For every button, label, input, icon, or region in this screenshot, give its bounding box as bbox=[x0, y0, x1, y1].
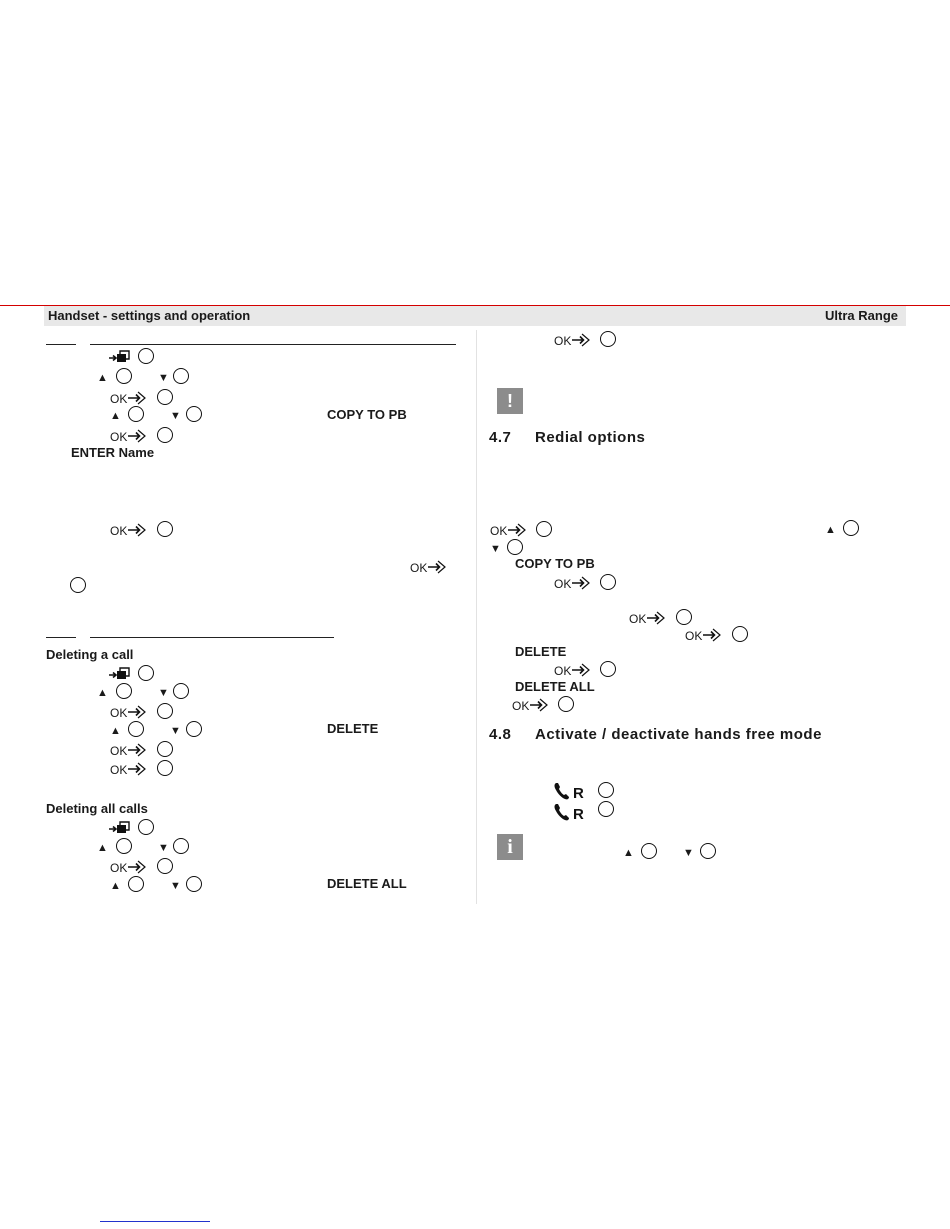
ok-key bbox=[110, 428, 147, 444]
ok-arrow-icon bbox=[127, 522, 147, 538]
ok-key bbox=[554, 662, 591, 678]
ok-key-label: OK bbox=[490, 524, 508, 538]
ok-key-label: OK bbox=[554, 334, 572, 348]
up-arrow: ▲ bbox=[623, 847, 634, 859]
ok-key bbox=[110, 761, 147, 777]
ok-key-label: OK bbox=[410, 561, 428, 575]
ok-key bbox=[554, 332, 591, 348]
section-4-7-heading bbox=[489, 429, 645, 446]
key-circle bbox=[128, 876, 144, 892]
phone-redial-icon bbox=[553, 802, 587, 822]
menu-key-icon bbox=[108, 821, 130, 835]
key-circle bbox=[128, 406, 144, 422]
up-arrow: ▲ bbox=[825, 524, 836, 536]
key-circle bbox=[116, 838, 132, 854]
menu-key-icon bbox=[108, 667, 130, 681]
column-divider bbox=[476, 330, 477, 904]
key-circle bbox=[70, 577, 86, 593]
ok-key-label: OK bbox=[685, 629, 703, 643]
key-circle bbox=[598, 801, 614, 817]
delete-label: DELETE bbox=[327, 721, 379, 736]
key-circle bbox=[157, 703, 173, 719]
ok-key bbox=[685, 627, 722, 643]
key-circle bbox=[600, 661, 616, 677]
key-circle bbox=[116, 683, 132, 699]
section-number: 4.7 bbox=[489, 429, 512, 446]
redial-key-label: R bbox=[573, 806, 584, 822]
key-circle bbox=[173, 683, 189, 699]
info-icon: i bbox=[497, 834, 523, 860]
phone-redial-icon bbox=[553, 781, 587, 801]
key-circle bbox=[507, 539, 523, 555]
down-arrow: ▼ bbox=[683, 847, 694, 859]
ok-key bbox=[110, 704, 147, 720]
header-product: Ultra Range bbox=[825, 308, 898, 323]
ok-arrow-icon bbox=[529, 697, 549, 713]
key-circle bbox=[138, 665, 154, 681]
key-circle bbox=[173, 368, 189, 384]
down-arrow: ▼ bbox=[490, 543, 501, 555]
down-arrow: ▼ bbox=[170, 725, 181, 737]
ok-key-label: OK bbox=[110, 524, 128, 538]
ok-arrow-icon bbox=[571, 662, 591, 678]
up-arrow: ▲ bbox=[97, 687, 108, 699]
key-circle bbox=[157, 427, 173, 443]
key-circle bbox=[157, 741, 173, 757]
redial-key-label: R bbox=[573, 785, 584, 801]
delete-all-label: DELETE ALL bbox=[327, 876, 407, 891]
ok-arrow-icon bbox=[507, 522, 527, 538]
copy-to-pb-label: COPY TO PB bbox=[515, 556, 595, 571]
enter-name-label: ENTER Name bbox=[71, 445, 155, 460]
ok-arrow-icon bbox=[571, 575, 591, 591]
ok-arrow-icon bbox=[646, 610, 666, 626]
key-circle bbox=[700, 843, 716, 859]
ok-key-label: OK bbox=[512, 699, 530, 713]
ok-key bbox=[490, 522, 527, 538]
key-circle bbox=[173, 838, 189, 854]
ok-key-label: OK bbox=[554, 664, 572, 678]
up-arrow: ▲ bbox=[97, 842, 108, 854]
ok-arrow-icon bbox=[127, 390, 147, 406]
ok-key-label: OK bbox=[110, 763, 128, 777]
deleting-all-calls-heading: Deleting all calls bbox=[46, 801, 148, 816]
key-circle bbox=[157, 389, 173, 405]
ok-arrow-icon bbox=[127, 742, 147, 758]
deleting-a-call-heading: Deleting a call bbox=[46, 647, 134, 662]
ok-key-label: OK bbox=[110, 430, 128, 444]
heading-rule-long bbox=[90, 637, 334, 638]
up-arrow: ▲ bbox=[110, 410, 121, 422]
page-header bbox=[44, 306, 906, 326]
section-title: Activate / deactivate hands free mode bbox=[535, 726, 822, 743]
ok-arrow-icon bbox=[702, 627, 722, 643]
ok-key-label: OK bbox=[629, 612, 647, 626]
key-circle bbox=[186, 721, 202, 737]
key-circle bbox=[128, 721, 144, 737]
key-circle bbox=[186, 876, 202, 892]
ok-key bbox=[110, 742, 147, 758]
ok-key bbox=[110, 859, 147, 875]
ok-key bbox=[410, 559, 447, 575]
down-arrow: ▼ bbox=[158, 372, 169, 384]
ok-key-label: OK bbox=[110, 392, 128, 406]
key-circle bbox=[116, 368, 132, 384]
up-arrow: ▲ bbox=[110, 725, 121, 737]
ok-arrow-icon bbox=[127, 704, 147, 720]
key-circle bbox=[600, 574, 616, 590]
key-circle bbox=[600, 331, 616, 347]
ok-arrow-icon bbox=[127, 761, 147, 777]
section-title: Redial options bbox=[535, 429, 646, 446]
key-circle bbox=[157, 858, 173, 874]
down-arrow: ▼ bbox=[158, 842, 169, 854]
down-arrow: ▼ bbox=[158, 687, 169, 699]
warning-icon: ! bbox=[497, 388, 523, 414]
delete-label: DELETE bbox=[515, 644, 567, 659]
key-circle bbox=[732, 626, 748, 642]
ok-key-label: OK bbox=[110, 744, 128, 758]
ok-key bbox=[554, 575, 591, 591]
key-circle bbox=[138, 348, 154, 364]
footer-link-line bbox=[100, 1221, 210, 1222]
menu-key-icon bbox=[108, 350, 130, 364]
key-circle bbox=[138, 819, 154, 835]
key-circle bbox=[157, 760, 173, 776]
key-circle bbox=[536, 521, 552, 537]
ok-key-label: OK bbox=[554, 577, 572, 591]
down-arrow: ▼ bbox=[170, 410, 181, 422]
up-arrow: ▲ bbox=[97, 372, 108, 384]
section-4-8-heading bbox=[489, 726, 822, 743]
heading-rule-short bbox=[46, 637, 76, 638]
ok-arrow-icon bbox=[127, 428, 147, 444]
ok-arrow-icon bbox=[571, 332, 591, 348]
delete-all-label: DELETE ALL bbox=[515, 679, 595, 694]
copy-to-pb-label: COPY TO PB bbox=[327, 407, 407, 422]
section-number: 4.8 bbox=[489, 726, 512, 743]
ok-key-label: OK bbox=[110, 706, 128, 720]
key-circle bbox=[843, 520, 859, 536]
ok-arrow-icon bbox=[127, 859, 147, 875]
ok-key bbox=[629, 610, 666, 626]
heading-rule-short bbox=[46, 344, 76, 345]
heading-rule-long bbox=[90, 344, 456, 345]
down-arrow: ▼ bbox=[170, 880, 181, 892]
ok-key-label: OK bbox=[110, 861, 128, 875]
ok-key bbox=[110, 522, 147, 538]
key-circle bbox=[186, 406, 202, 422]
header-title: Handset - settings and operation bbox=[48, 308, 251, 323]
ok-key bbox=[110, 390, 147, 406]
up-arrow: ▲ bbox=[110, 880, 121, 892]
key-circle bbox=[558, 696, 574, 712]
key-circle bbox=[598, 782, 614, 798]
key-circle bbox=[641, 843, 657, 859]
ok-key bbox=[512, 697, 549, 713]
key-circle bbox=[157, 521, 173, 537]
ok-arrow-icon bbox=[427, 559, 447, 575]
key-circle bbox=[676, 609, 692, 625]
